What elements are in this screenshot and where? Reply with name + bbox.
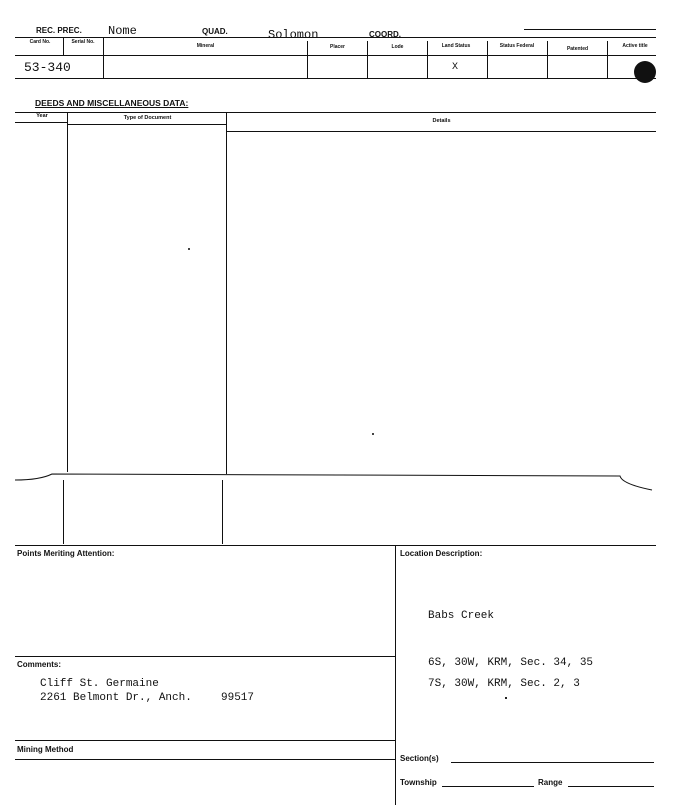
range-label: Range [538,778,563,787]
mineral-header: Mineral [196,43,215,49]
mining-bottom-rule [15,759,395,760]
lower-center-divider [395,545,396,805]
year-header: Year [36,113,48,119]
land-status-header: Land Status [441,43,471,49]
rec-prec-value: Nome [108,24,137,38]
lower-top-rule [15,545,656,546]
mining-top-rule [15,740,395,741]
serial-no-header: Serial No. [71,39,95,45]
coord-label: COORD. [369,30,401,39]
patented-header: Patented [566,46,589,52]
mining-method-label: Mining Method [17,745,74,754]
deeds-title: DEEDS AND MISCELLANEOUS DATA: [35,98,189,108]
quad-label: QUAD. [202,27,228,36]
sections-label: Section(s) [400,754,439,763]
land-status-value: X [452,62,459,73]
card-no-value: 53-340 [24,60,71,75]
status-federal-header: Status Federal [499,43,535,49]
active-title-header: Active title [622,43,648,49]
location-name: Babs Creek [428,610,495,622]
quad-value: Solomon [268,28,319,42]
speck [505,697,507,699]
comments-top-rule [15,656,395,657]
comments-line-1: Cliff St. Germaine [40,678,159,690]
points-meriting-label: Points Meriting Attention: [17,549,115,558]
comments-zip: 99517 [221,692,255,704]
sections-line [451,762,654,763]
range-line [568,786,654,787]
township-label: Township [400,778,437,787]
rec-prec-label: REC. PREC. [36,26,82,35]
location-description-label: Location Description: [400,549,483,558]
township-line [442,786,534,787]
card-no-header: Card No. [29,39,51,45]
location-line-2: 7S, 30W, KRM, Sec. 2, 3 [428,678,580,690]
details-header: Details [432,118,451,124]
speck [372,433,374,435]
placer-header: Placer [329,44,345,50]
lode-header: Lode [391,44,404,50]
comments-line-2: 2261 Belmont Dr., Anch. [40,692,192,704]
type-of-document-header: Type of Document [123,115,172,121]
comments-label: Comments: [17,660,62,669]
location-line-1: 6S, 30W, KRM, Sec. 34, 35 [428,657,594,669]
speck [188,248,190,250]
